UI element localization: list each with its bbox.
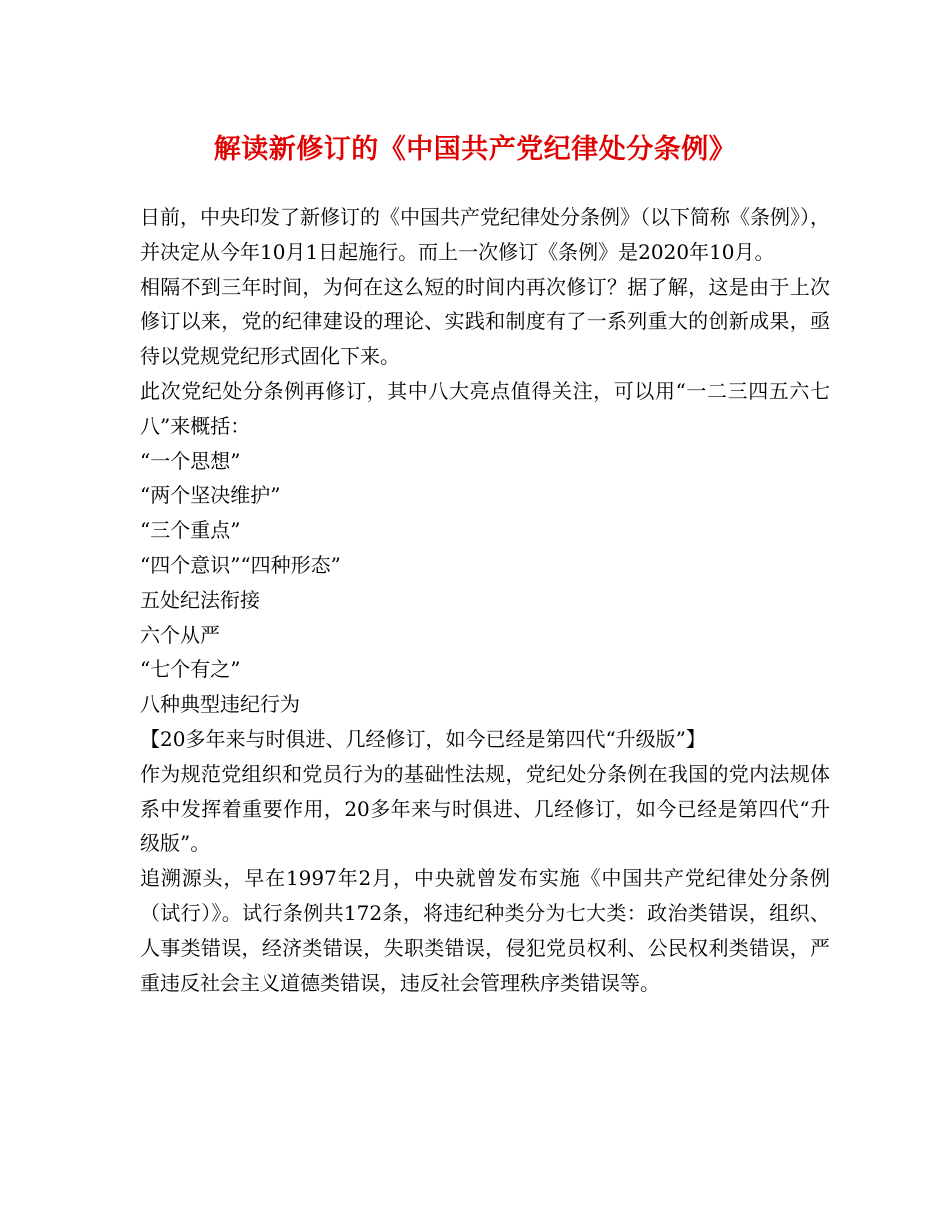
list-item-four: “四个意识”“四种形态” [140, 552, 341, 577]
paragraph-intro: 日前，中央印发了新修订的《中国共产党纪律处分条例》（以下简称《条例》），并决定从今年10月1日起施行。而上一次修订《条例》是2020年10月。 [140, 205, 830, 264]
document-body [140, 200, 830, 1000]
paragraph-reason: 相隔不到三年时间，为何在这么短的时间内再次修订？据了解，这是由于上次修订以来，党的纪律建设的理论、实践和制度有了一系列重大的创新成果，亟待以党规党纪形式固化下来。 [140, 274, 830, 369]
document-title: 解读新修订的《中国共产党纪律处分条例》 [213, 134, 737, 165]
list-item-three: “三个重点” [140, 518, 241, 543]
list-item-two: “两个坚决维护” [140, 483, 281, 508]
paragraph-role: 作为规范党组织和党员行为的基础性法规，党纪处分条例在我国的党内法规体系中发挥着重要作用，20多年来与时俱进、几经修订，如今已经是第四代“升级版”。 [140, 761, 830, 856]
list-item-five: 五处纪法衔接 [140, 587, 260, 612]
list-item-six: 六个从严 [140, 622, 220, 647]
list-item-one: “一个思想” [140, 448, 241, 473]
paragraph-highlights: 此次党纪处分条例再修订，其中八大亮点值得关注，可以用“一二三四五六七八”来概括： [140, 378, 830, 438]
list-item-eight: 八种典型违纪行为 [140, 692, 300, 717]
paragraph-history: 追溯源头，早在1997年2月，中央就曾发布实施《中国共产党纪律处分条例（试行）》。试行条例共172条，将违纪种类分为七大类：政治类错误，组织、人事类错误，经济类错误，失职类错误，侵犯党员权利、公民权利类错误，严重违反社会主义道德类错误，违反社会管理秩序类错误等。 [140, 866, 830, 995]
section-heading: 【20多年来与时俱进、几经修订，如今已经是第四代“升级版”】 [140, 726, 706, 751]
list-item-seven: “七个有之” [140, 657, 241, 682]
